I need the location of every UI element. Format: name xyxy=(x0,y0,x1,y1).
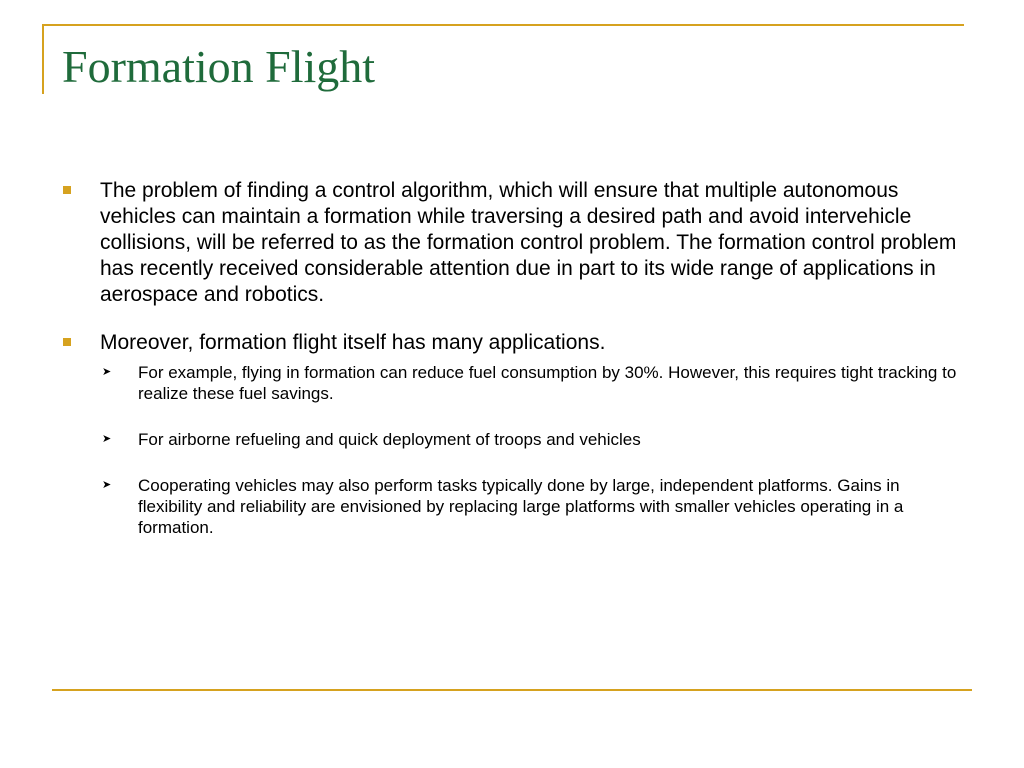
bullet-text: The problem of finding a control algorithm, which will ensure that multiple autonomous vehicles can maintain a formation while traversing a desired path and avoid intervehicle collisions, will be referred to as the formation control problem. The formation control problem has recently received considerable attention due in part to its wide range of applications in aerospace and robotics. xyxy=(100,179,957,306)
left-rule xyxy=(42,24,44,94)
sub-bullet-item xyxy=(100,362,962,404)
bullet-item xyxy=(62,178,962,308)
square-bullet-icon xyxy=(63,338,71,346)
sub-bullet-item xyxy=(100,429,962,450)
bottom-rule xyxy=(52,689,972,691)
sub-bullet-list xyxy=(100,362,962,538)
bullet-text: Moreover, formation flight itself has many applications. xyxy=(100,331,606,354)
top-rule xyxy=(42,24,964,26)
page-title: Formation Flight xyxy=(62,41,376,92)
sub-bullet-text: Cooperating vehicles may also perform tasks typically done by large, independent platforms. Gains in flexibility and reliability are envisioned by replacing large platforms with smaller vehicles operating in a formation. xyxy=(138,476,904,537)
sub-bullet-text: For example, flying in formation can reduce fuel consumption by 30%. However, this requires tight tracking to realize these fuel savings. xyxy=(138,363,957,403)
sub-bullet-item xyxy=(100,475,962,538)
square-bullet-icon xyxy=(63,186,71,194)
chevron-right-icon: ➤ xyxy=(102,433,112,445)
chevron-right-icon: ➤ xyxy=(102,479,112,491)
sub-bullet-text: For airborne refueling and quick deployment of troops and vehicles xyxy=(138,430,641,449)
bullet-item xyxy=(62,330,962,538)
chevron-right-icon: ➤ xyxy=(102,366,112,378)
slide-body xyxy=(62,178,962,538)
